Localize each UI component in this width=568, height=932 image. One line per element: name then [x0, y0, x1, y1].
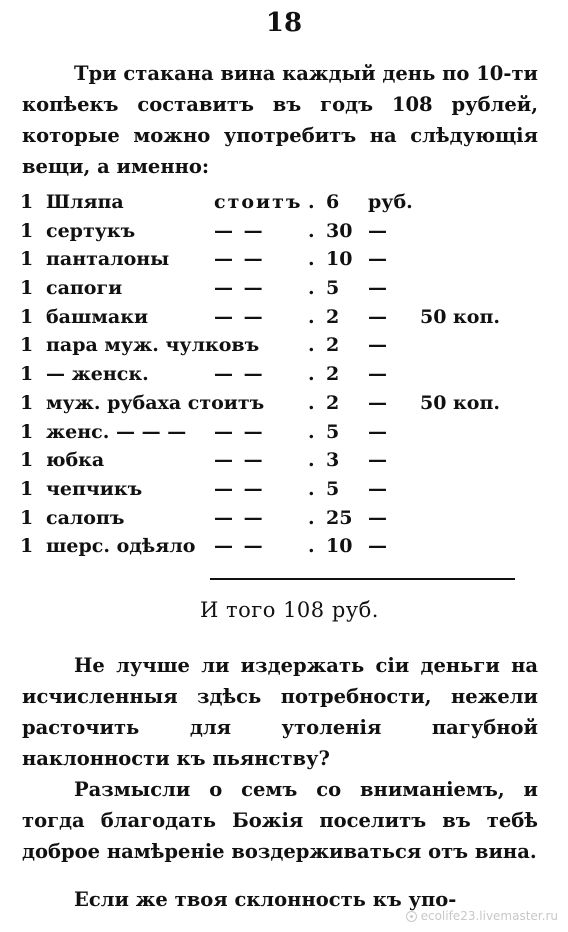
item-unit: —: [368, 420, 387, 443]
item-name: — женск.: [46, 363, 149, 386]
item-unit: —: [368, 391, 387, 414]
list-item: [20, 274, 550, 303]
item-name: пара муж. чулковъ: [46, 334, 260, 357]
item-unit: руб.: [368, 191, 413, 213]
item-name: Шляпа: [46, 191, 124, 213]
item-dot: .: [308, 535, 315, 558]
item-qty: 1: [20, 191, 34, 213]
continuation-line: Если же твоя склонность къ упо-: [74, 888, 457, 911]
item-name: шерс. одѣяло: [46, 535, 196, 558]
list-item: [20, 532, 550, 561]
item-dot: .: [308, 477, 315, 500]
item-dash: — —: [214, 449, 265, 472]
list-item: [20, 389, 550, 418]
list-item: [20, 188, 550, 217]
item-dash: — —: [214, 363, 265, 386]
list-item: [20, 446, 550, 475]
item-amount: 2: [326, 305, 340, 328]
expense-list: [20, 188, 550, 561]
item-amount: 5: [326, 277, 340, 300]
item-unit: —: [368, 305, 387, 328]
item-dash: — —: [214, 535, 265, 558]
item-amount: 3: [326, 449, 340, 472]
item-amount: 2: [326, 334, 340, 357]
list-item: [20, 504, 550, 533]
item-qty: 1: [20, 277, 34, 300]
item-amount: 2: [326, 363, 340, 386]
item-amount: 5: [326, 477, 340, 500]
item-name: чепчикъ: [46, 477, 143, 500]
item-qty: 1: [20, 449, 34, 472]
item-unit: —: [368, 248, 387, 271]
item-dash: — —: [214, 277, 265, 300]
item-dash: — —: [214, 305, 265, 328]
item-dash: — —: [214, 219, 265, 242]
list-item: [20, 475, 550, 504]
item-amount: 30: [326, 219, 353, 242]
item-name: сертукъ: [46, 219, 136, 242]
item-amount: 25: [326, 506, 353, 529]
item-amount: 2: [326, 391, 340, 414]
list-item: [20, 331, 550, 360]
item-dash: — —: [214, 248, 265, 271]
circle-logo-icon: [406, 911, 417, 922]
item-qty: 1: [20, 506, 34, 529]
item-qty: 1: [20, 391, 34, 414]
item-name: сапоги: [46, 277, 123, 300]
item-unit: —: [368, 219, 387, 242]
item-dot: .: [308, 277, 315, 300]
item-qty: 1: [20, 219, 34, 242]
list-item: [20, 245, 550, 274]
item-dot: .: [308, 191, 315, 213]
item-dash: — —: [214, 420, 265, 443]
item-amount: 5: [326, 420, 340, 443]
total-line: И того 108 руб.: [200, 598, 379, 622]
advice-paragraph: Размысли о семъ со вниманіемъ, и тогда благодать Божія поселитъ въ тебѣ доброе намѣреніе воздерживаться отъ вина.: [22, 778, 538, 863]
item-amount: 10: [326, 248, 353, 271]
item-unit: —: [368, 535, 387, 558]
item-unit: —: [368, 363, 387, 386]
item-unit: —: [368, 477, 387, 500]
item-unit: —: [368, 449, 387, 472]
item-unit: —: [368, 506, 387, 529]
item-amount: 10: [326, 535, 353, 558]
item-qty: 1: [20, 420, 34, 443]
item-dot: .: [308, 334, 315, 357]
item-dash: стоитъ: [214, 191, 303, 213]
watermark-text: ecolife23.livemaster.ru: [420, 909, 558, 923]
intro-paragraph: Три стакана вина каждый день по 10-ти копѣекъ составитъ въ годъ 108 рублей, которые можно употребитъ на слѣдующія вещи, а именно:: [22, 62, 538, 178]
item-qty: 1: [20, 334, 34, 357]
item-name: женс. — — —: [46, 420, 187, 443]
item-dot: .: [308, 219, 315, 242]
item-dash: — —: [214, 506, 265, 529]
item-name: муж. рубаха стоитъ: [46, 391, 265, 414]
item-amount: 6: [326, 191, 340, 213]
item-dot: .: [308, 391, 315, 414]
item-qty: 1: [20, 305, 34, 328]
list-item: [20, 418, 550, 447]
list-item: [20, 303, 550, 332]
question-paragraph: Не лучше ли издержать сіи деньги на исчисленныя здѣсь потребности, нежели расточить для утоленія пагубной наклонности къ пьянству?: [22, 654, 538, 770]
item-dot: .: [308, 248, 315, 271]
item-dot: .: [308, 305, 315, 328]
item-qty: 1: [20, 363, 34, 386]
watermark: [406, 909, 558, 923]
item-kopecks: 50 коп.: [420, 305, 500, 328]
item-dot: .: [308, 506, 315, 529]
total-divider: [210, 578, 515, 580]
item-kopecks: 50 коп.: [420, 391, 500, 414]
list-item: [20, 217, 550, 246]
item-dash: — —: [214, 477, 265, 500]
item-dot: .: [308, 449, 315, 472]
item-dot: .: [308, 420, 315, 443]
item-name: панталоны: [46, 248, 170, 271]
item-unit: —: [368, 277, 387, 300]
item-unit: —: [368, 334, 387, 357]
item-qty: 1: [20, 248, 34, 271]
item-name: салопъ: [46, 506, 125, 529]
item-qty: 1: [20, 535, 34, 558]
item-dot: .: [308, 363, 315, 386]
item-name: юбка: [46, 449, 105, 472]
page-number: 18: [265, 8, 303, 38]
item-qty: 1: [20, 477, 34, 500]
list-item: [20, 360, 550, 389]
item-name: башмаки: [46, 305, 149, 328]
